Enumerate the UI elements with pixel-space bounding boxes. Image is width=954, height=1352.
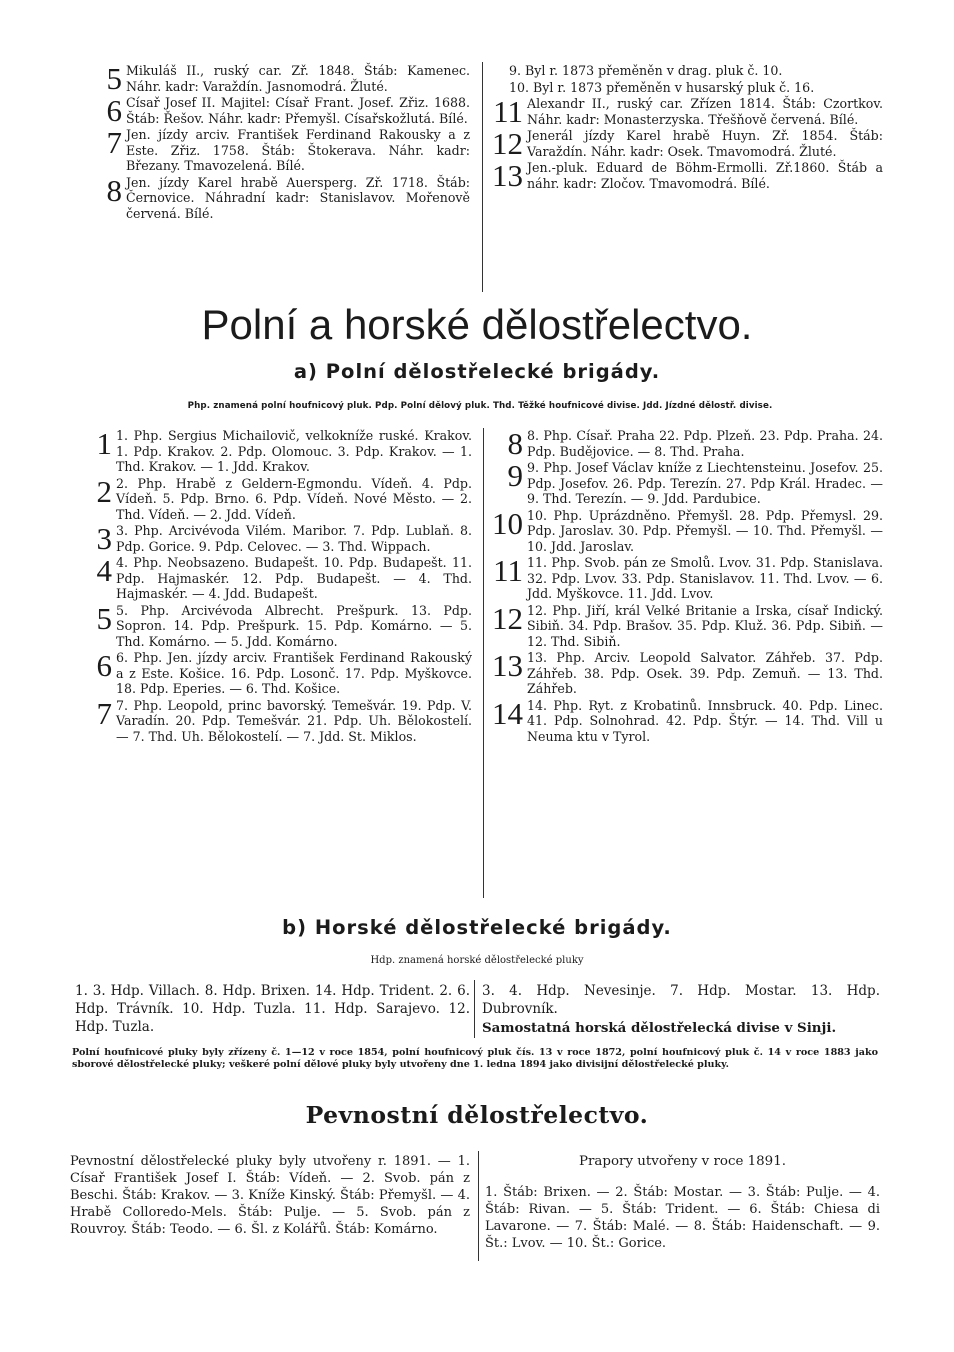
fortress-title: Pevnostní dělostřelectvo.: [305, 1101, 649, 1129]
item-text: Jenerál jízdy Karel hrabě Huyn. Zř. 1854. Štáb: Varaždín. Náhr. kadr: Osek. Tmavomodrá. Žluté.: [527, 128, 883, 159]
item-number: 8: [507, 426, 523, 461]
item-text: 3. Php. Arcivévoda Vilém. Maribor. 7. Pdp. Lublaň. 8. Pdp. Gorice. 9. Pdp. Celovec. — 3. Thd. Wippach.: [116, 523, 472, 554]
brigade-item: [80, 555, 472, 602]
item-text: Císař Josef II. Majitel: Císař Frant. Josef. Zřiz. 1688. Štáb: Řešov. Náhr. kadr: Přemyšl. Císařskožlutá. Bílé.: [126, 95, 470, 126]
item-number: 12: [492, 600, 523, 636]
list-item: [90, 63, 470, 94]
legend-a: Php. znamená polní houfnicový pluk. Pdp. Polní dělový pluk. Thd. Těžké houfnicové divise. Jdd. Jízdné dělostř. divise.: [187, 401, 773, 411]
brigade-item: [491, 428, 883, 459]
item-number: 4: [96, 553, 112, 588]
fortress-right-block: [485, 1153, 880, 1252]
item-number: 13: [492, 648, 523, 683]
item-number: 5: [106, 61, 122, 96]
section-b-title: b) Horské dělostřelecké brigády.: [282, 916, 672, 939]
item-text: Jen. jízdy arciv. František Ferdinand Rakousky a z Este. Zřiz. 1758. Štáb: Štokerava. Náhr. kadr: Březany. Tmavozelená. Bílé.: [126, 127, 470, 173]
item-text: 7. Php. Leopold, princ bavorský. Temešvár. 19. Pdp. V. Varadín. 20. Pdp. Temešvár. 21. Pdp. Uh. Bělokostelí. — 7. Thd. Uh. Bělokostelí. — 7. Jdd. St. Miklos.: [116, 697, 472, 744]
column-divider: [478, 1151, 479, 1261]
item-number: 12: [492, 126, 523, 161]
mountain-right-text: 3. 4. Hdp. Nevesinje. 7. Hdp. Mostar. 13. Hdp. Dubrovník.: [482, 983, 880, 1017]
item-text: Jen. jízdy Karel hrabě Auersperg. Zř. 1718. Štáb: Černovice. Náhradní kadr: Stanislavov. Mořenově červená. Bílé.: [126, 174, 470, 221]
item-number: 10: [492, 505, 523, 541]
item-number: 6: [96, 648, 112, 683]
list-item: [491, 63, 883, 79]
section-a-title: a) Polní dělostřelecké brigády.: [293, 360, 661, 383]
item-number: 3: [96, 521, 112, 556]
brigade-item: [491, 650, 883, 697]
brigade-item: [491, 600, 883, 650]
item-text: 1. Php. Sergius Michailovič, velkokníže ruské. Krakov. 1. Pdp. Krakov. 2. Pdp. Olomouc. 3. Pdp. Krakov. — 1. Thd. Krakov. — 1. Jdd. Krakov.: [116, 428, 472, 474]
column-divider: [483, 428, 484, 898]
item-number: 2: [96, 473, 112, 509]
item-number: 7: [106, 125, 122, 160]
item-number: 11: [493, 553, 523, 588]
column-divider: [474, 980, 475, 1038]
list-item: [90, 95, 470, 126]
item-number: 8: [106, 172, 122, 208]
item-number: 9: [507, 458, 523, 493]
list-item: [491, 80, 883, 96]
item-number: 1: [96, 426, 112, 461]
top-right-column: [491, 63, 883, 192]
mountain-right-bold: Samostatná horská dělostřelecká divise v Sinji.: [482, 1020, 837, 1036]
brigade-item: [80, 600, 472, 650]
item-text: 6. Php. Jen. jízdy arciv. František Ferdinand Rakouský a z Este. Košice. 16. Pdp. Losonč. 17. Pdp. Myškovce. 18. Pdp. Eperies. — 6. Thd. Košice.: [116, 650, 472, 696]
fortress-right-text: 1. Štáb: Brixen. — 2. Štáb: Mostar. — 3. Štáb: Pulje. — 4. Štáb: Rivan. — 5. Štáb: Trident. — 6. Štáb: Chiesa di Lavarone. — 7. Štáb: Malé. — 8. Štáb: Haidenschaft. — 9. Št.: Lvov. — 10. Št.: Gorice.: [485, 1185, 880, 1251]
item-text: Alexandr II., ruský car. Zřízen 1814. Štáb: Czortkov. Náhr. kadr: Monasterzyska. Třešňově červená. Bílé.: [527, 96, 883, 127]
item-text: Mikuláš II., ruský car. Zř. 1848. Štáb: Kamenec. Náhr. kadr: Varaždín. Jasnomodrá. Žluté.: [126, 63, 470, 94]
item-number: 5: [96, 600, 112, 636]
brigade-item: [491, 555, 883, 602]
item-number: 14: [492, 695, 523, 731]
mountain-right-block: [482, 982, 880, 1037]
item-text: 12. Php. Jiří, král Velké Britanie a Irska, císař Indický. Sibiň. 34. Pdp. Brašov. 35. Pdp. Kluž. 36. Pdp. Sibiň. — 12. Thd. Sibiň.: [527, 602, 883, 649]
item-text: 10. Php. Uprázdněno. Přemyšl. 28. Pdp. Přemysl. 29. Pdp. Jaroslav. 30. Pdp. Přemyšl. — 10. Thd. Přemyšl. — 10. Jdd. Jaroslav.: [527, 507, 883, 554]
notes-paragraph: Polní houfnicové pluky byly zřízeny č. 1—12 v roce 1854, polní houfnicový pluk čís. 13 v roce 1872, polní houfnicový pluk č. 14 v roce 1883 jako sborové dělostřelecké pluky; veškeré polní dělové pluky byly utvořeny dne 1. ledna 1894 jako divisijní dělostřelecké pluky.: [72, 1047, 878, 1070]
column-divider: [482, 62, 483, 292]
list-item: [90, 172, 470, 222]
brigade-item: [491, 460, 883, 507]
mountain-left-block: 1. 3. Hdp. Villach. 8. Hdp. Brixen. 14. Hdp. Trident. 2. 6. Hdp. Trávník. 10. Hdp. Tuzla. 11. Hdp. Sarajevo. 12. Hdp. Tuzla.: [75, 983, 470, 1035]
item-text: 8. Php. Císař. Praha 22. Pdp. Plzeň. 23. Pdp. Praha. 24. Pdp. Budějovice. — 8. Thd. Praha.: [527, 428, 883, 459]
item-text: 2. Php. Hrabě z Geldern-Egmondu. Vídeň. 4. Pdp. Vídeň. 5. Pdp. Brno. 6. Pdp. Vídeň. Nové Město. — 2. Thd. Vídeň. — 2. Jdd. Vídeň.: [116, 475, 472, 522]
fortress-right-title: Prapory utvořeny v roce 1891.: [579, 1154, 786, 1169]
top-left-column: [90, 63, 470, 222]
item-number: 6: [106, 93, 122, 128]
item-text: 9. Byl r. 1873 přeměněn v drag. pluk č. 10.: [509, 63, 783, 78]
page-title: Polní a horské dělostřelectvo.: [201, 301, 753, 348]
item-number: 7: [96, 695, 112, 731]
brigade-item: [80, 650, 472, 697]
list-item: [491, 128, 883, 159]
item-text: Jen.-pluk. Eduard de Böhm-Ermolli. Zř.1860. Štáb a náhr. kadr: Zločov. Tmavomodrá. Bílé.: [527, 160, 883, 191]
item-text: 14. Php. Ryt. z Krobatinů. Innsbruck. 40. Pdp. Linec. 41. Pdp. Solnohrad. 42. Pdp. Štýr. — 14. Thd. Vill u Neuma ktu v Tyrol.: [527, 697, 883, 744]
brigades-left-column: [80, 428, 472, 745]
brigade-item: [80, 695, 472, 745]
brigades-right-column: [491, 428, 883, 745]
brigade-item: [80, 428, 472, 475]
item-text: 9. Php. Josef Václav kníže z Liechtensteinu. Josefov. 25. Pdp. Josefov. 26. Pdp. Terezín. 27. Pdp Král. Hradec. — 9. Thd. Terezín. — 9. Jdd. Pardubice.: [527, 460, 883, 506]
legend-b: Hdp. znamená horské dělostřelecké pluky: [370, 955, 584, 966]
item-text: 5. Php. Arcivévoda Albrecht. Prešpurk. 13. Pdp. Sopron. 14. Pdp. Prešpurk. 15. Pdp. Komárno. — 5. Thd. Komárno. — 5. Jdd. Komárno.: [116, 602, 472, 649]
list-item: [491, 96, 883, 127]
fortress-left-block: Pevnostní dělostřelecké pluky byly utvořeny r. 1891. — 1. Císař František Josef I. Štáb: Vídeň. — 2. Svob. pán z Beschi. Štáb: Krakov. — 3. Kníže Kinský. Štáb: Přemyšl. — 4. Hrabě Colloredo-Mels. Štáb: Pulje. — 5. Svob. pán z Rouvroy. Štáb: Teodo. — 6. Šl. z Kolářů. Štáb: Komárno.: [70, 1154, 470, 1237]
item-text: 13. Php. Arciv. Leopold Salvator. Záhřeb. 37. Pdp. Záhřeb. 38. Pdp. Osek. 39. Pdp. Zemuň. — 13. Thd. Záhřeb.: [527, 650, 883, 696]
item-number: 11: [493, 94, 523, 129]
brigade-item: [80, 473, 472, 523]
brigade-item: [80, 523, 472, 554]
list-item: [90, 127, 470, 174]
brigade-item: [491, 695, 883, 745]
item-text: 10. Byl r. 1873 přeměněn v husarský pluk č. 16.: [509, 79, 815, 95]
item-text: 4. Php. Neobsazeno. Budapešt. 10. Pdp. Budapešt. 11. Pdp. Hajmaskér. 12. Pdp. Budapešt. — 4. Thd. Hajmaskér. — 4. Jdd. Budapešt.: [116, 555, 472, 601]
item-text: 11. Php. Svob. pán ze Smolů. Lvov. 31. Pdp. Stanislava. 32. Pdp. Lvov. 33. Pdp. Stanislavov. 11. Thd. Lvov. — 6. Jdd. Myškovce. 11. Jdd. Lvov.: [527, 555, 883, 601]
list-item: [491, 160, 883, 191]
brigade-item: [491, 505, 883, 555]
item-number: 13: [492, 158, 523, 193]
